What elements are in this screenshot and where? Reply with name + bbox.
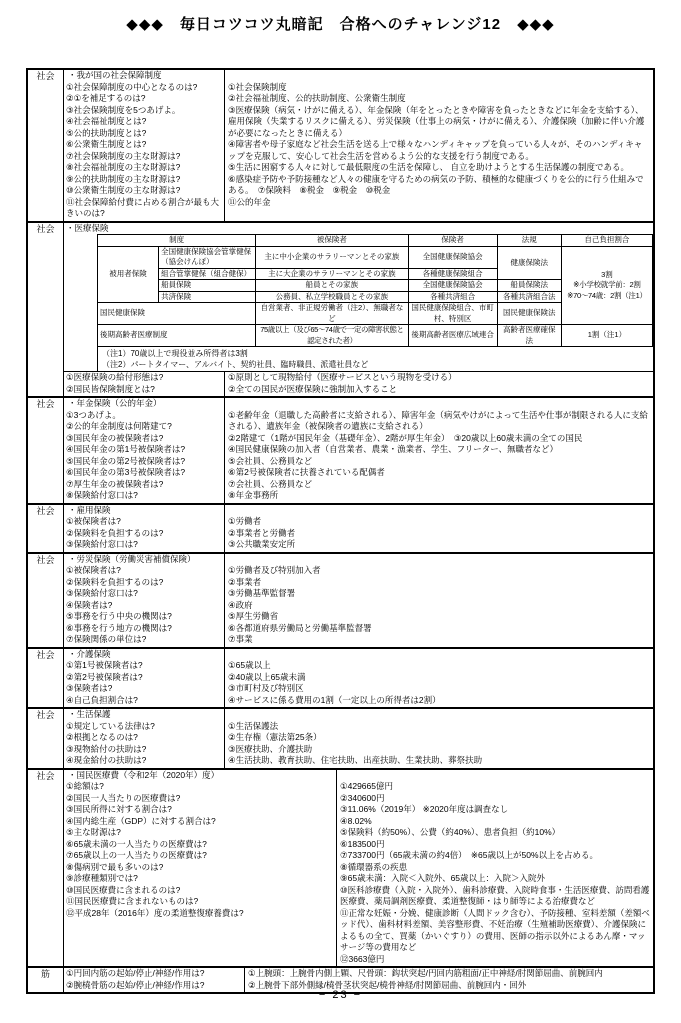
question-list bbox=[66, 516, 222, 551]
answer-line: ⑩医科診療費（入院・入院外）、歯科診療費、入院時食事・生活医療費、訪問看護医療費、薬局調剤医療費、柔道整復師・はり師等による治療費など bbox=[340, 884, 650, 906]
question-line: ②保険料を負担するのは? bbox=[66, 527, 164, 538]
table-notes bbox=[97, 347, 653, 371]
section-long-term-care-insurance bbox=[28, 647, 653, 708]
plan-name: 後期高齢者医療制度 bbox=[98, 325, 256, 347]
answer-line: ⑥各都道府県労働局と労働基準監督署 bbox=[228, 622, 372, 633]
answer-cell bbox=[225, 649, 653, 708]
answer-line: ⑥183500円 bbox=[340, 838, 385, 849]
answer-line: ②事業者と労働者 bbox=[228, 527, 296, 538]
answer-line: ②事業者 bbox=[228, 576, 262, 587]
section-public-assistance bbox=[28, 707, 653, 768]
answer-line: ③11.06%（2019年） ※2020年度は調査なし bbox=[340, 804, 509, 814]
answer-line: ②生存権（憲法第25条） bbox=[228, 732, 322, 742]
header-hoki: 法規 bbox=[497, 235, 561, 247]
answer-line: ③医療扶助、介護扶助 bbox=[228, 743, 313, 754]
question-line: ④国内総生産（GDP）に対する割合は? bbox=[66, 815, 216, 826]
question-line: ②保険料を負担するのは? bbox=[66, 576, 164, 587]
answer-line: ⑧年金事務所 bbox=[228, 490, 279, 500]
answer-line: ⑥感染症予防や予防接種など人々の健康を守るための病気の予防、積極的な健康づくりを公的に行う仕組みである。 ⑦保険料 ⑧税金 ⑨税金 ⑩税金 bbox=[228, 173, 644, 195]
section-title: ・労災保険（労働災害補償保険） bbox=[68, 553, 196, 564]
section-label: 社会 bbox=[28, 398, 64, 503]
section-title: ・医療保険 bbox=[66, 222, 109, 233]
insurer: 国民健康保険組合、市町村、特別区 bbox=[408, 303, 497, 325]
question-line: ④国民年金の第1号被保険者は? bbox=[66, 444, 186, 454]
question-line: ①医療保険の給付形態は? bbox=[66, 372, 164, 382]
answer-line: ⑤保険料（約50%）、公費（約40%）、患者負担（約10%） bbox=[340, 827, 561, 837]
section-national-medical-expenses bbox=[28, 768, 653, 967]
answer-line: ②340600円 bbox=[340, 792, 385, 803]
section-title: ・雇用保険 bbox=[68, 504, 111, 515]
question-line: ⑤主な財源は? bbox=[66, 827, 121, 837]
question-line: ⑦65歳以上の一人当たりの医療費は? bbox=[66, 850, 207, 860]
question-line: ②第2号被保険者は? bbox=[66, 671, 143, 682]
plan-name: 全国健康保険協会管掌健保（協会けんぽ） bbox=[159, 246, 256, 268]
question-line: ③国民所得に対する割合は? bbox=[66, 804, 172, 814]
plan-name: 船員保険 bbox=[159, 280, 256, 292]
law: 各種共済組合法 bbox=[497, 291, 561, 303]
copay-note-2: ※70～74歳：2割（注1） bbox=[567, 290, 647, 300]
answer-line: ⑧循環器系の疾患 bbox=[340, 861, 408, 872]
question-line: ①被保険者は? bbox=[66, 516, 121, 526]
question-line: ②国民皆保険制度とは? bbox=[66, 383, 155, 394]
law: 船員保険法 bbox=[497, 280, 561, 292]
question-line: ④自己負担割合は? bbox=[66, 694, 138, 705]
answer-line: ③医療保険（病気・けがに備える）、年金保険（年をとったときや障害を負ったときなどに年金を支給する）、雇用保険（失業するリスクに備える）、労災保険（仕事上の病気・けがに備える）、介護保険（加齢に伴い介護が必要になったときに備える） bbox=[228, 104, 645, 138]
header-seido: 制度 bbox=[98, 235, 256, 247]
question-list bbox=[66, 82, 222, 220]
section-title: ・介護保険 bbox=[68, 648, 111, 659]
section-label: 筋 bbox=[28, 968, 64, 992]
answer-line: ②社会福祉制度、公的扶助制度、公衆衛生制度 bbox=[228, 93, 406, 103]
page-number: − 23 − bbox=[318, 989, 363, 1001]
answer-line: ④サービスに係る費用の1割（一定以上の所得者は2割） bbox=[228, 694, 441, 705]
question-line: ③保険給付窓口は? bbox=[66, 588, 138, 598]
question-line: ①被保険者は? bbox=[66, 565, 121, 575]
answer-line: ⑦会社員、公務員など bbox=[228, 478, 313, 489]
header-hihokensha: 被保険者 bbox=[256, 235, 408, 247]
section-label: 社会 bbox=[28, 770, 64, 967]
answer-line: ②上腕骨下部外側縁/橈骨茎状突起/橈骨神経/肘関節屈曲、前腕回内・回外 bbox=[248, 979, 527, 990]
insured: 船員とその家族 bbox=[256, 280, 408, 292]
question-line: ③社会保険制度を5つあげよ。 bbox=[66, 104, 181, 115]
question-line: ①円回内筋の起始/停止/神経/作用は? bbox=[66, 968, 205, 978]
question-line: ③保険給付窓口は? bbox=[66, 539, 138, 549]
question-cell bbox=[64, 70, 225, 221]
question-line: ②腕橈骨筋の起始/停止/神経/作用は? bbox=[66, 979, 205, 990]
question-line: ⑩国民医療費に含まれるのは? bbox=[66, 884, 181, 895]
section-workers-accident-insurance bbox=[28, 552, 653, 647]
question-list bbox=[66, 565, 222, 646]
answer-line: ①429665億円 bbox=[340, 781, 393, 791]
header-copay: 自己負担割合 bbox=[561, 235, 652, 247]
question-cell bbox=[64, 372, 225, 396]
question-line: ①規定している法律は? bbox=[66, 720, 155, 731]
answer-cell bbox=[337, 770, 653, 967]
question-line: ③保険者は? bbox=[66, 683, 113, 693]
question-line: ⑥65歳未満の一人当たりの医療費は? bbox=[66, 838, 207, 849]
answer-line: ②全ての国民が医療保険に強制加入すること bbox=[228, 383, 398, 394]
answer-line: ②2階建て（1階が国民年金（基礎年金）、2階が厚生年金） ③20歳以上60歳未満の全ての国民 bbox=[228, 432, 583, 443]
answer-line: ④障害者や母子家庭など社会生活を送る上で様々なハンディキャップを負っている人々が、そのハンディキャップを克服して、安心して社会生活を営めるよう公的な支援を行う制度である。 bbox=[228, 139, 643, 161]
table-row bbox=[98, 325, 653, 347]
question-line: ④保険者は? bbox=[66, 599, 113, 610]
section-label: 社会 bbox=[28, 70, 64, 221]
answer-line: ①上腕頭：上腕骨内側上顆、尺骨頭：鈎状突起/円回内筋粗面/正中神経/肘関節屈曲、前腕回内 bbox=[248, 968, 603, 978]
law: 高齢者医療確保法 bbox=[497, 325, 561, 347]
section-employment-insurance bbox=[28, 503, 653, 552]
answer-line: ③公共職業安定所 bbox=[228, 539, 296, 549]
question-line: ⑦社会保険制度の主な財源は? bbox=[66, 150, 181, 161]
question-line: ⑦保険関係の単位は? bbox=[66, 634, 147, 644]
question-cell bbox=[64, 649, 225, 708]
question-line: ⑪国民医療費に含まれないものは? bbox=[66, 896, 199, 906]
answer-line: ④国民健康保険の加入者（自営業者、農業・漁業者、学生、フリーター、無職者など） bbox=[228, 444, 558, 454]
question-line: ⑪社会保障給付費に占める割合が最も大きいのは? bbox=[66, 196, 220, 218]
question-list bbox=[66, 410, 222, 502]
question-line: ⑧社会福祉制度の主な財源は? bbox=[66, 162, 181, 172]
law: 健康保険法 bbox=[497, 246, 561, 280]
answer-line: ③労働基準監督署 bbox=[228, 588, 296, 598]
section-medical-insurance bbox=[28, 221, 653, 397]
copay-cell bbox=[561, 246, 652, 325]
question-line: ⑫平成28年（2016年）度の柔道整復療養費は? bbox=[66, 907, 244, 918]
question-line: ②公的年金制度は何階建て? bbox=[66, 421, 172, 431]
question-cell bbox=[64, 505, 225, 552]
insured: 主に大企業のサラリーマンとその家族 bbox=[256, 268, 408, 280]
question-line: ②①を補足するのは? bbox=[66, 93, 146, 103]
question-cell bbox=[64, 770, 337, 967]
question-line: ⑥公衆衛生制度とは? bbox=[66, 139, 147, 149]
question-line: ⑧傷病別で最も多いのは? bbox=[66, 861, 164, 872]
section-label: 社会 bbox=[28, 709, 64, 768]
answer-line: ⑪公的年金 bbox=[228, 196, 271, 207]
note-line: （注2）パートタイマー、アルバイト、契約社員、臨時職員、派遣社員など bbox=[102, 360, 369, 369]
section-title: ・生活保護 bbox=[68, 709, 111, 719]
question-line: ③国民年金の被保険者は? bbox=[66, 432, 164, 443]
copay-note-1: ※小学校就学前：2割 bbox=[573, 280, 641, 289]
answer-line: ④政府 bbox=[228, 599, 253, 610]
question-line: ⑥国民年金の第3号被保険者は? bbox=[66, 467, 186, 477]
section-social-security-system bbox=[28, 70, 653, 221]
insurer: 各種共済組合 bbox=[408, 291, 497, 303]
question-list bbox=[66, 721, 222, 767]
insured: 公務員、私立学校職員とその家族 bbox=[256, 291, 408, 303]
answer-cell bbox=[225, 70, 653, 221]
section-pension-insurance bbox=[28, 396, 653, 503]
insurer: 全国健康保険協会 bbox=[408, 280, 497, 292]
answer-line: ⑨65歳未満：入院＜入院外、65歳以上：入院＞入院外 bbox=[340, 873, 546, 883]
question-line: ①第1号被保険者は? bbox=[66, 660, 143, 670]
question-line: ②国民一人当たりの医療費は? bbox=[66, 792, 181, 803]
section-title: ・我が国の社会保障制度 bbox=[68, 70, 162, 80]
answer-line: ①老齢年金（退職した高齢者に支給される）、障害年金（病気やけがによって生活や仕事が制限される人に支給される）、遺族年金（被保険者の遺族に支給される） bbox=[228, 409, 648, 431]
question-line: ⑨公的扶助制度の主な財源は? bbox=[66, 173, 181, 184]
page-title: ◆◆◆ 毎日コツコツ丸暗記 合格へのチャレンジ12 ◆◆◆ bbox=[126, 16, 555, 33]
plan-name: 国民健康保険 bbox=[98, 303, 256, 325]
answer-line: ⑪正常な妊娠・分娩、健康診断（人間ドック含む）、予防接種、室料差額（差額ベッド代）、歯科材料差額、美容整形費、不妊治療（生殖補助医療費）、介護保険によるもの全て、買薬（かいぐすり）の費用、医師の指示以外によるあん摩・マッサージ等の費用など bbox=[340, 907, 650, 952]
answer-cell bbox=[225, 398, 653, 503]
law: 国民健康保険法 bbox=[497, 303, 561, 325]
question-line: ④現金給付の扶助は? bbox=[66, 755, 147, 765]
question-line: ②根拠となるのは? bbox=[66, 732, 138, 742]
answer-line: ①原則として現物給付（医療サービスという現物を受ける） bbox=[228, 372, 457, 382]
question-list bbox=[66, 660, 222, 706]
question-line: ⑤国民年金の第2号被保険者は? bbox=[66, 455, 186, 466]
question-cell bbox=[64, 554, 225, 647]
answer-line: ①生活保護法 bbox=[228, 720, 279, 731]
answer-cell bbox=[225, 372, 653, 396]
note-line: （注1）70歳以上で現役並み所得者は3割 bbox=[102, 349, 248, 358]
question-line: ⑨診療種類別では? bbox=[66, 873, 138, 883]
answer-line: ④生活扶助、教育扶助、住宅扶助、出産扶助、生業扶助、葬祭扶助 bbox=[228, 755, 483, 765]
question-cell bbox=[64, 398, 225, 503]
section-title: ・年金保険（公的年金） bbox=[68, 398, 162, 408]
answer-line: ④8.02% bbox=[340, 815, 372, 826]
answer-line: ⑤生活に困窮する人々に対して最低限度の生活を保障し、 自立を助けようとする生活保護の制度である。 bbox=[228, 162, 629, 172]
insured: 自営業者、非正規労働者（注2）、無職者など bbox=[256, 303, 408, 325]
question-list bbox=[66, 781, 334, 919]
table-header-row bbox=[98, 235, 653, 247]
group-label-cell: 被用者保険 bbox=[98, 246, 159, 303]
question-line: ④社会福祉制度とは? bbox=[66, 116, 147, 126]
section-label: 社会 bbox=[28, 223, 64, 397]
copay-cell: 1割（注1） bbox=[561, 325, 652, 347]
answer-line: ①社会保険制度 bbox=[228, 81, 287, 92]
answer-cell bbox=[225, 554, 653, 647]
answer-line: ⑦事業 bbox=[228, 634, 253, 644]
answer-line: ⑫3663億円 bbox=[340, 953, 385, 964]
table-row bbox=[98, 246, 653, 268]
question-line: ⑥事務を行う地方の機関は? bbox=[66, 622, 172, 633]
answer-line: ⑥第2号被保険者に扶養されている配偶者 bbox=[228, 467, 385, 477]
plan-name: 共済保険 bbox=[159, 291, 256, 303]
answer-line: ①労働者及び特別加入者 bbox=[228, 565, 321, 575]
question-line: ①3つあげよ。 bbox=[66, 409, 121, 420]
question-line: ⑤事務を行う中央の機関は? bbox=[66, 611, 172, 621]
insured: 75歳以上（及び65～74歳で一定の障害状態と認定された者） bbox=[256, 325, 408, 347]
answer-line: ①65歳以上 bbox=[228, 660, 271, 670]
question-cell bbox=[64, 709, 225, 768]
answer-line: ②40歳以上65歳未満 bbox=[228, 671, 306, 682]
question-line: ⑧保険給付窓口は? bbox=[66, 490, 138, 500]
answer-line: ⑤厚生労働省 bbox=[228, 611, 279, 621]
answer-line: ③市町村及び特別区 bbox=[228, 683, 304, 693]
answer-line: ⑦733700円（65歳未満の約4倍） ※65歳以上が50%以上を占める。 bbox=[340, 850, 599, 860]
header-hokensha: 保険者 bbox=[408, 235, 497, 247]
question-line: ⑦厚生年金の被保険者は? bbox=[66, 478, 164, 489]
answer-line: ⑤会社員、公務員など bbox=[228, 455, 313, 466]
answer-cell bbox=[225, 505, 653, 552]
section-label: 社会 bbox=[28, 505, 64, 552]
answer-cell bbox=[225, 709, 653, 768]
insurer: 全国健康保険協会 bbox=[408, 246, 497, 268]
main-table bbox=[26, 68, 655, 994]
question-line: ①総額は? bbox=[66, 781, 104, 791]
insured: 主に中小企業のサラリーマンとその家族 bbox=[256, 246, 408, 268]
copay-main: 3割 bbox=[601, 269, 613, 279]
question-line: ⑤公的扶助制度とは? bbox=[66, 127, 147, 138]
plan-name: 組合管掌健保（組合健保） bbox=[159, 268, 256, 280]
section-label: 社会 bbox=[28, 554, 64, 647]
answer-line: ①労働者 bbox=[228, 516, 262, 526]
insurer: 後期高齢者医療広域連合 bbox=[408, 325, 497, 347]
question-line: ⑩公衆衛生制度の主な財源は? bbox=[66, 185, 181, 195]
question-line: ①社会保障制度の中心となるのは? bbox=[66, 81, 198, 92]
section-label: 社会 bbox=[28, 649, 64, 708]
insurer: 各種健康保険組合 bbox=[408, 268, 497, 280]
medical-insurance-table bbox=[97, 234, 653, 347]
question-line: ③現物給付の扶助は? bbox=[66, 743, 147, 754]
section-title: ・国民医療費（令和2年（2020年）度） bbox=[68, 769, 220, 780]
